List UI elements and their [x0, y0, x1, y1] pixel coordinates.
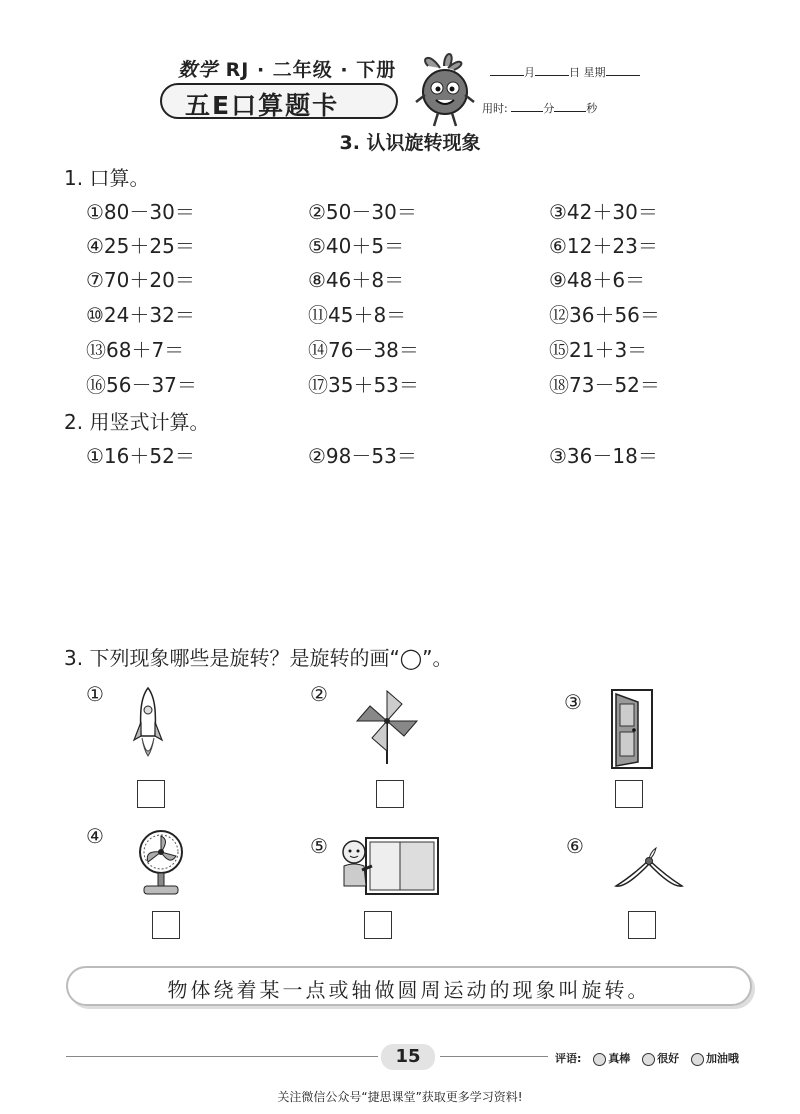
sliding-window-icon	[338, 836, 440, 896]
section2-title: 2. 用竖式计算。	[64, 410, 210, 434]
section1-title: 1. 口算。	[64, 166, 150, 190]
footer-divider-right	[440, 1056, 548, 1057]
problem: ①80－30＝	[86, 200, 195, 224]
subject-prefix: 数学	[178, 59, 219, 81]
day-label: 日	[569, 66, 580, 79]
review-options	[555, 1050, 739, 1066]
second-label: 秒	[586, 102, 598, 115]
problem: ⑪45＋8＝	[308, 303, 407, 327]
vertical-problem: ②98－53＝	[308, 444, 417, 468]
great-face-icon[interactable]	[593, 1053, 606, 1066]
day-blank[interactable]	[535, 65, 569, 76]
problem: ⑰35＋53＝	[308, 373, 419, 397]
problem: ⑦70＋20＝	[86, 268, 195, 292]
review-option: 真棒	[608, 1052, 631, 1065]
lesson-title: 3. 认识旋转现象	[339, 132, 481, 154]
banner-title: 五E口算题卡	[185, 91, 340, 120]
problem: ⑫36＋56＝	[549, 303, 660, 327]
review-label: 评语:	[555, 1052, 582, 1065]
item-number: ⑤	[310, 834, 328, 858]
minute-label: 分	[543, 102, 555, 115]
problem: ⑮21＋3＝	[549, 338, 648, 362]
problem: ⑱73－52＝	[549, 373, 660, 397]
problem: ⑨48＋6＝	[549, 268, 646, 292]
page-number: 15	[381, 1044, 435, 1070]
answer-checkbox-5[interactable]	[364, 911, 392, 939]
minute-blank[interactable]	[511, 101, 543, 112]
item-number: ③	[564, 690, 582, 714]
item-number: ④	[86, 824, 104, 848]
section3-title: 3. 下列现象哪些是旋转？是旋转的画“◯”。	[64, 646, 453, 670]
keep-going-face-icon[interactable]	[691, 1053, 704, 1066]
answer-checkbox-6[interactable]	[628, 911, 656, 939]
month-blank[interactable]	[490, 65, 524, 76]
problem: ⑥12＋23＝	[549, 234, 658, 258]
problem: ②50－30＝	[308, 200, 417, 224]
item-number: ②	[310, 682, 328, 706]
month-label: 月	[524, 66, 535, 79]
fan-icon	[132, 828, 190, 896]
good-face-icon[interactable]	[642, 1053, 655, 1066]
problem: ⑭76－38＝	[308, 338, 419, 362]
answer-checkbox-3[interactable]	[615, 780, 643, 808]
pinwheel-icon	[352, 686, 422, 766]
rule-text: 物体绕着某一点或轴做圆周运动的现象叫旋转。	[167, 978, 651, 1002]
item-number: ①	[86, 682, 104, 706]
review-option: 加油哦	[705, 1052, 739, 1065]
vertical-problem: ①16＋52＝	[86, 444, 195, 468]
review-option: 很好	[657, 1052, 680, 1065]
door-icon	[610, 688, 656, 770]
vertical-problem: ③36－18＝	[549, 444, 658, 468]
answer-checkbox-1[interactable]	[137, 780, 165, 808]
time-label: 用时:	[482, 102, 508, 115]
date-fields	[490, 64, 640, 80]
subject-rest: RJ · 二年级 · 下册	[225, 59, 397, 81]
weekday-label: 星期	[583, 66, 606, 79]
problem: ③42＋30＝	[549, 200, 658, 224]
propeller-icon	[612, 846, 686, 892]
answer-checkbox-2[interactable]	[376, 780, 404, 808]
footer-notice: 关注微信公众号“捷思课堂”获取更多学习资料!	[277, 1090, 523, 1104]
problem: ④25＋25＝	[86, 234, 195, 258]
weekday-blank[interactable]	[606, 65, 640, 76]
problem: ⑤40＋5＝	[308, 234, 405, 258]
second-blank[interactable]	[554, 101, 586, 112]
problem: ⑩24＋32＝	[86, 303, 195, 327]
problem: ⑬68＋7＝	[86, 338, 185, 362]
item-number: ⑥	[566, 834, 584, 858]
rocket-icon	[128, 686, 168, 766]
time-fields	[482, 100, 597, 116]
radish-mascot-icon	[410, 50, 480, 130]
answer-checkbox-4[interactable]	[152, 911, 180, 939]
footer-divider-left	[66, 1056, 378, 1057]
problem: ⑯56－37＝	[86, 373, 197, 397]
problem: ⑧46＋8＝	[308, 268, 405, 292]
subject-line	[178, 55, 396, 82]
